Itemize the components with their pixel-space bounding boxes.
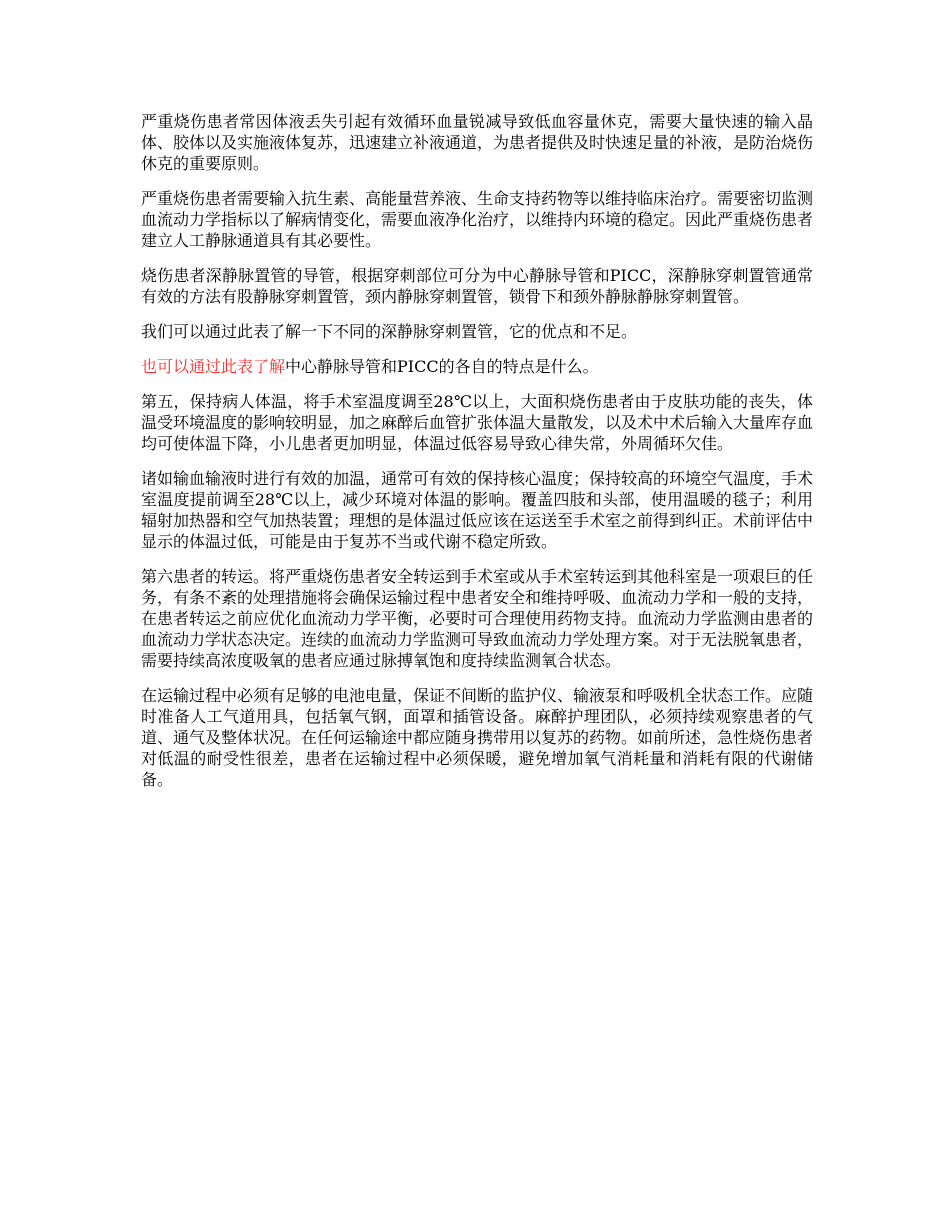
document-page bbox=[141, 111, 813, 804]
paragraph-text: 中心静脉导管和PICC的各自的特点是什么。 bbox=[285, 357, 599, 376]
paragraph-burn-shock: 严重烧伤患者常因体液丢失引起有效循环血量锐减导致低血容量休克，需要大量快速的输入晶体、胶体以及实施液体复苏，迅速建立补液通道，为患者提供及时快速足量的补液，是防治烧伤休克的重要原则。 bbox=[141, 112, 814, 173]
paragraph-venous-access-necessity: 严重烧伤患者需要输入抗生素、高能量营养液、生命支持药物等以维持临床治疗。需要密切监测血流动力学指标以了解病情变化，需要血液净化治疗，以维持内环境的稳定。因此严重烧伤患者建立人工静脉通道具有其必要性。 bbox=[141, 189, 814, 250]
paragraph-picc-comparison bbox=[141, 356, 813, 377]
paragraph-patient-transport: 第六患者的转运。将严重烧伤患者安全转运到手术室或从手术室转运到其他科室是一项艰巨的任务，有条不紊的处理措施将会确保运输过程中患者安全和维持呼吸、血流动力学和一般的支持，在患者转运之前应优化血流动力学平衡，必要时可合理使用药物支持。血流动力学监测由患者的血流动力学状态决定。连续的血流动力学监测可导致血流动力学处理方案。对于无法脱氧患者，需要持续高浓度吸氧的患者应通过脉搏氧饱和度持续监测氧合状态。 bbox=[141, 567, 814, 670]
paragraph-catheter-types: 烧伤患者深静脉置管的导管，根据穿刺部位可分为中心静脉导管和PICC，深静脉穿刺置管通常有效的方法有股静脉穿刺置管，颈内静脉穿刺置管，锁骨下和颈外静脉静脉穿刺置管。 bbox=[141, 266, 813, 306]
paragraph-body-temperature: 第五，保持病人体温，将手术室温度调至28℃以上，大面积烧伤患者由于皮肤功能的丧失，体温受环境温度的影响较明显，加之麻醉后血管扩张体温大量散发，以及术中术后输入大量库存血均可使体温下降，小儿患者更加明显，体温过低容易导致心律失常，外周循环欠佳。 bbox=[141, 392, 814, 453]
paragraph-table-reference: 我们可以通过此表了解一下不同的深静脉穿刺置管，它的优点和不足。 bbox=[141, 322, 638, 341]
paragraph-transport-equipment: 在运输过程中必须有足够的电池电量，保证不间断的监护仪、输液泵和呼吸机全状态工作。应随时准备人工气道用具，包括氧气钢，面罩和插管设备。麻醉护理团队，必须持续观察患者的气道、通气及整体状况。在任何运输途中都应随身携带用以复苏的药物。如前所述，急性烧伤患者对低温的耐受性很差，患者在运输过程中必须保暖，避免增加氧气消耗量和消耗有限的代谢储备。 bbox=[141, 686, 814, 789]
highlighted-text: 也可以通过此表了解 bbox=[141, 357, 286, 376]
paragraph-warming-measures: 诸如输血输液时进行有效的加温，通常可有效的保持核心温度；保持较高的环境空气温度，手术室温度提前调至28℃以上，减少环境对体温的影响。覆盖四肢和头部，使用温暖的毯子；利用辐射加热器和空气加热装置；理想的是体温过低应该在运送至手术室之前得到纠正。术前评估中显示的体温过低，可能是由于复苏不当或代谢不稳定所致。 bbox=[141, 469, 814, 551]
